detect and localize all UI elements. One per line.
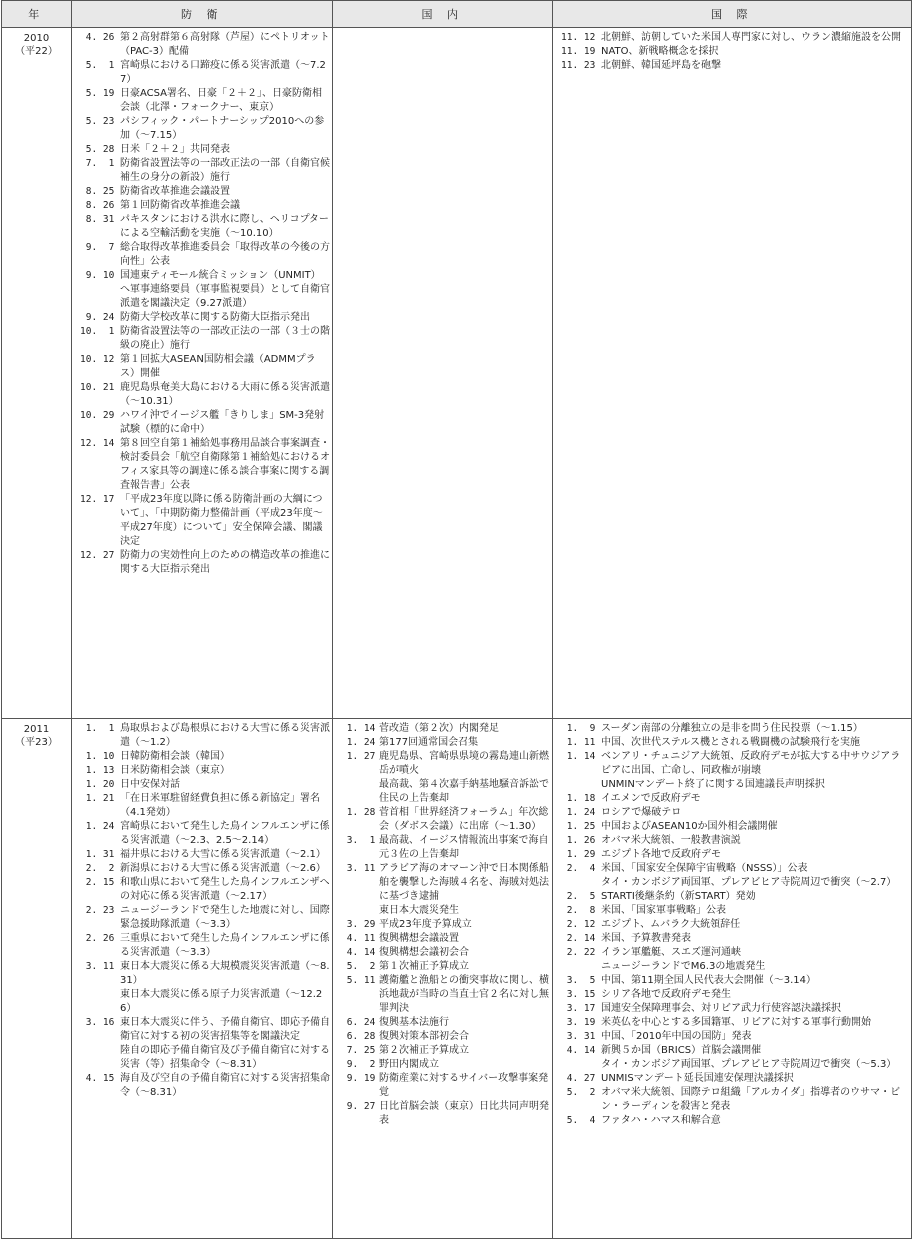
event-entry <box>74 241 330 269</box>
event-date: 2. 22 <box>561 947 596 958</box>
event-text: ベンアリ・チュニジア大統領、反政府デモが拡大する中サウジアラビアに出国、亡命し、同政権が崩壊 <box>601 751 901 776</box>
year-label: 2011 <box>23 724 50 735</box>
event-entry <box>555 1072 909 1086</box>
event-text: 国連安全保障理事会、対リビア武力行使容認決議採択 <box>601 1003 841 1014</box>
event-text: 第２次補正予算成立 <box>379 1045 469 1056</box>
event-text: STARTⅠ後継条約（新START）発効 <box>601 891 756 902</box>
event-date: 9. 24 <box>80 312 115 323</box>
event-entry <box>74 1044 330 1072</box>
event-date: 2. 15 <box>80 877 115 888</box>
event-entry <box>555 1002 909 1016</box>
event-text: パシフィック・パートナーシップ2010への参加（〜7.15） <box>120 116 325 141</box>
event-date: 3. 11 <box>80 961 115 972</box>
event-date: 12. 17 <box>80 494 115 505</box>
event-text: 新潟県における大雪に係る災害派遣（〜2.6） <box>120 863 326 874</box>
event-text: 中国、「2010年中国の国防」発表 <box>601 1031 752 1042</box>
event-entry <box>555 1030 909 1044</box>
event-entry <box>555 722 909 736</box>
domestic-cell <box>333 28 553 719</box>
event-entry <box>74 269 330 311</box>
event-date: 5. 2 <box>561 1087 596 1098</box>
event-text: 総合取得改革推進委員会「取得改革の今後の方向性」公表 <box>120 242 330 267</box>
event-entry <box>74 792 330 820</box>
event-text: 復興構想会議初会合 <box>379 947 469 958</box>
event-date: 1. 27 <box>341 751 376 762</box>
event-entry <box>74 876 330 904</box>
international-cell <box>553 719 912 1239</box>
event-date: 1. 24 <box>561 807 596 818</box>
event-text: 復興構想会議設置 <box>379 933 459 944</box>
event-text: 日中安保対話 <box>120 779 180 790</box>
event-date <box>74 988 120 1016</box>
event-text: 日韓防衛相会談（韓国） <box>120 751 230 762</box>
event-date <box>335 904 379 918</box>
event-date: 5. 4 <box>561 1115 596 1126</box>
event-entry <box>74 960 330 988</box>
event-entry <box>555 890 909 904</box>
event-date: 10. 1 <box>80 326 115 337</box>
event-date: 3. 29 <box>341 919 376 930</box>
event-text: 東日本大震災に係る大規模震災災害派遣（〜8.31） <box>120 961 330 986</box>
event-entry <box>335 1100 550 1128</box>
event-text: オバマ米大統領、一般教書演説 <box>601 835 741 846</box>
event-text: タイ・カンボジア両国軍、プレアビヒア寺院周辺で衝突（〜5.3） <box>601 1059 897 1070</box>
event-text: 三重県において発生した鳥インフルエンザに係る災害派遣（〜3.3） <box>120 933 330 958</box>
event-date <box>74 1044 120 1072</box>
event-date <box>555 876 601 890</box>
event-entry <box>555 876 909 890</box>
event-entry <box>335 778 550 806</box>
event-text: 中国、第11期全国人民代表大会開催（〜3.14） <box>601 975 816 986</box>
event-date: 3. 5 <box>561 975 596 986</box>
event-entry <box>335 1044 550 1058</box>
event-date: 1. 18 <box>561 793 596 804</box>
event-text: 日比首脳会談（東京）日比共同声明発表 <box>379 1101 549 1126</box>
event-entry <box>335 960 550 974</box>
event-entry <box>74 493 330 549</box>
event-entry <box>74 904 330 932</box>
event-date <box>555 1058 601 1072</box>
event-date: 3. 11 <box>341 863 376 874</box>
event-entry <box>555 974 909 988</box>
event-text: 北朝鮮、訪朝していた米国人専門家に対し、ウラン濃縮施設を公開 <box>601 32 901 43</box>
event-date: 3. 19 <box>561 1017 596 1028</box>
event-date: 2. 23 <box>80 905 115 916</box>
event-entry <box>74 778 330 792</box>
event-entry <box>555 792 909 806</box>
header-defense: 防 衛 <box>72 1 333 28</box>
event-date: 10. 12 <box>80 354 115 365</box>
event-date: 2. 26 <box>80 933 115 944</box>
event-text: 国連東ティモール統合ミッション（UNMIT）へ軍事連絡要員（軍事監視要員）として自衛官派遣を閣議決定（9.27派遣） <box>120 270 330 309</box>
event-date: 4. 14 <box>341 947 376 958</box>
event-entry <box>335 750 550 778</box>
header-year: 年 <box>2 1 72 28</box>
event-entry <box>555 1044 909 1058</box>
event-entry <box>74 437 330 493</box>
event-date: 2. 2 <box>80 863 115 874</box>
event-entry <box>74 115 330 143</box>
event-entry <box>555 45 909 59</box>
domestic-cell <box>333 719 553 1239</box>
event-entry <box>74 353 330 381</box>
chronology-table <box>1 0 912 1239</box>
event-date: 5. 28 <box>80 144 115 155</box>
event-entry <box>555 31 909 45</box>
event-date: 2. 12 <box>561 919 596 930</box>
event-text: 防衛省改革推進会議設置 <box>120 186 230 197</box>
event-entry <box>335 974 550 1016</box>
event-entry <box>555 806 909 820</box>
event-text: シリア各地で反政府デモ発生 <box>601 989 731 1000</box>
event-entry <box>74 157 330 185</box>
year-row <box>2 719 912 1239</box>
event-date: 9. 19 <box>341 1073 376 1084</box>
event-date: 6. 28 <box>341 1031 376 1042</box>
year-cell <box>2 719 72 1239</box>
event-text: 第８回空自第１補給処事務用品談合事案調査・検討委員会「航空自衛隊第１補給処におけるオフィス家具等の調達に係る談合事案に関する調査報告書」公表 <box>120 438 330 491</box>
event-entry <box>555 750 909 778</box>
event-date: 1. 28 <box>341 807 376 818</box>
event-entry <box>555 820 909 834</box>
event-text: 第２高射群第６高射隊（芦屋）にペトリオット（PAC-3）配備 <box>120 32 330 57</box>
event-text: ニュージーランドで発生した地震に対し、国際緊急援助隊派遣（〜3.3） <box>120 905 330 930</box>
header-row <box>2 1 912 28</box>
event-text: NATO、新戦略概念を採択 <box>601 46 719 57</box>
event-text: 宮崎県において発生した鳥インフルエンザに係る災害派遣（〜2.3、2.5〜2.14） <box>120 821 330 846</box>
defense-cell <box>72 28 333 719</box>
event-entry <box>74 764 330 778</box>
event-entry <box>335 1016 550 1030</box>
event-date: 7. 25 <box>341 1045 376 1056</box>
event-text: 最高裁、第４次嘉手納基地騒音訴訟で住民の上告棄却 <box>379 779 549 804</box>
event-text: UNMINマンデート終了に関する国連議長声明採択 <box>601 779 825 790</box>
event-entry <box>335 722 550 736</box>
event-date: 1. 25 <box>561 821 596 832</box>
event-entry <box>335 736 550 750</box>
event-date: 1. 31 <box>80 849 115 860</box>
event-entry <box>335 834 550 862</box>
event-entry <box>74 311 330 325</box>
event-text: 防衛産業に対するサイバー攻撃事案発覚 <box>379 1073 549 1098</box>
event-entry <box>555 848 909 862</box>
event-text: 菅首相「世界経済フォーラム」年次総会（ダボス会議）に出席（〜1.30） <box>379 807 549 832</box>
event-date: 4. 11 <box>341 933 376 944</box>
event-entry <box>555 932 909 946</box>
event-entry <box>555 834 909 848</box>
event-entry <box>335 862 550 904</box>
event-text: ハワイ沖でイージス艦「きりしま」SM-3発射試験（標的に命中） <box>120 410 325 435</box>
event-date: 9. 7 <box>80 242 115 253</box>
event-date: 9. 2 <box>341 1059 376 1070</box>
event-entry <box>335 1030 550 1044</box>
header-international: 国 際 <box>553 1 912 28</box>
event-text: 日豪ACSA署名、日豪「２＋２」、日豪防衛相会談（北澤・フォークナー、東京） <box>120 88 323 113</box>
event-entry <box>74 1016 330 1044</box>
event-entry <box>555 1058 909 1072</box>
event-text: ロシアで爆破テロ <box>601 807 682 818</box>
event-entry <box>335 1072 550 1100</box>
event-text: 中国、次世代ステルス機とされる戦闘機の試験飛行を実施 <box>601 737 860 748</box>
event-date: 10. 21 <box>80 382 115 393</box>
event-text: 鹿児島県奄美大島における大雨に係る災害派遣（〜10.31） <box>120 382 330 407</box>
event-text: 米国、「国家軍事戦略」公表 <box>601 905 726 916</box>
event-text: 野田内閣成立 <box>379 1059 439 1070</box>
event-date: 9. 27 <box>341 1101 376 1112</box>
event-date: 7. 1 <box>80 158 115 169</box>
event-entry <box>74 143 330 157</box>
event-date: 1. 14 <box>341 723 376 734</box>
event-date: 1. 14 <box>561 751 596 762</box>
event-entry <box>555 862 909 876</box>
event-date: 1. 11 <box>561 737 596 748</box>
event-date <box>555 778 601 792</box>
event-text: タイ・カンボジア両国軍、プレアビヒア寺院周辺で衝突（〜2.7） <box>601 877 897 888</box>
event-text: 東日本大震災に係る原子力災害派遣（〜12.26） <box>120 989 323 1014</box>
event-entry <box>335 806 550 834</box>
event-entry <box>74 820 330 848</box>
event-entry <box>74 213 330 241</box>
event-date: 2. 5 <box>561 891 596 902</box>
event-entry <box>74 1072 330 1100</box>
event-date: 12. 14 <box>80 438 115 449</box>
event-text: 中国およびASEAN10か国外相会議開催 <box>601 821 778 832</box>
event-entry <box>335 1058 550 1072</box>
event-date: 5. 2 <box>341 961 376 972</box>
event-text: 復興対策本部初会合 <box>379 1031 469 1042</box>
event-date: 8. 25 <box>80 186 115 197</box>
event-date: 3. 15 <box>561 989 596 1000</box>
event-text: エジプト、ムバラク大統領辞任 <box>601 919 741 930</box>
event-entry <box>74 185 330 199</box>
event-text: 防衛大学校改革に関する防衛大臣指示発出 <box>120 312 310 323</box>
event-entry <box>335 946 550 960</box>
event-text: 東日本大震災に伴う、予備自衛官、即応予備自衛官に対する初の災害招集等を閣議決定 <box>120 1017 330 1042</box>
event-entry <box>74 409 330 437</box>
event-entry <box>555 1114 909 1128</box>
event-date: 3. 1 <box>341 835 376 846</box>
event-text: 第１次補正予算成立 <box>379 961 469 972</box>
event-entry <box>555 960 909 974</box>
event-date: 1. 1 <box>80 723 115 734</box>
event-date: 1. 29 <box>561 849 596 860</box>
event-date: 3. 31 <box>561 1031 596 1042</box>
event-text: ニュージーランドでM6.3の地震発生 <box>601 961 766 972</box>
event-text: 日米防衛相会談（東京） <box>120 765 230 776</box>
event-text: 鹿児島県、宮崎県県境の霧島連山新燃岳が噴火 <box>379 751 549 776</box>
event-entry <box>335 932 550 946</box>
era-label: （平23） <box>15 737 58 748</box>
event-entry <box>74 381 330 409</box>
international-cell <box>553 28 912 719</box>
event-text: 防衛力の実効性向上のための構造改革の推進に関する大臣指示発出 <box>120 550 330 575</box>
year-label: 2010 <box>23 33 50 44</box>
event-entry <box>335 904 550 918</box>
event-date: 1. 20 <box>80 779 115 790</box>
event-date: 1. 24 <box>341 737 376 748</box>
event-text: 北朝鮮、韓国延坪島を砲撃 <box>601 60 721 71</box>
event-entry <box>555 988 909 1002</box>
event-date: 8. 31 <box>80 214 115 225</box>
event-entry <box>74 750 330 764</box>
year-cell <box>2 28 72 719</box>
event-entry <box>74 848 330 862</box>
event-date: 11. 19 <box>561 46 596 57</box>
event-date: 11. 23 <box>561 60 596 71</box>
event-text: 第１回拡大ASEAN国防相会議（ADMMプラス）開催 <box>120 354 316 379</box>
event-date <box>555 960 601 974</box>
event-text: アラビア海のオマーン沖で日本関係船舶を襲撃した海賊４名を、海賊対処法に基づき逮捕 <box>379 863 549 902</box>
event-date: 6. 24 <box>341 1017 376 1028</box>
defense-cell <box>72 719 333 1239</box>
event-date: 1. 21 <box>80 793 115 804</box>
event-text: 平成23年度予算成立 <box>379 919 472 930</box>
event-text: 米国、予算教書発表 <box>601 933 691 944</box>
event-text: 陸自の即応予備自衛官及び予備自衛官に対する災害（等）招集命令（〜8.31） <box>120 1045 330 1070</box>
event-date: 2. 14 <box>561 933 596 944</box>
event-date: 1. 10 <box>80 751 115 762</box>
event-entry <box>74 932 330 960</box>
event-date <box>335 778 379 806</box>
event-date: 4. 26 <box>80 32 115 43</box>
event-date: 5. 1 <box>80 60 115 71</box>
event-text: 「平成23年度以降に係る防衛計画の大綱について」、「中期防衛力整備計画（平成23年度〜平成27年度）について」安全保障会議、閣議決定 <box>120 494 323 547</box>
event-text: エジプト各地で反政府デモ <box>601 849 721 860</box>
event-entry <box>555 59 909 73</box>
event-text: 日米「２＋２」共同発表 <box>120 144 230 155</box>
event-entry <box>555 736 909 750</box>
event-date: 5. 19 <box>80 88 115 99</box>
event-date: 4. 27 <box>561 1073 596 1084</box>
event-text: 米国、「国家安全保障宇宙戦略（NSSS）」公表 <box>601 863 808 874</box>
event-text: 「在日米軍駐留経費負担に係る新協定」署名（4.1発効） <box>120 793 320 818</box>
era-label: （平22） <box>15 46 58 57</box>
event-entry <box>555 778 909 792</box>
event-date: 1. 26 <box>561 835 596 846</box>
event-entry <box>74 862 330 876</box>
event-date: 4. 15 <box>80 1073 115 1084</box>
event-text: イラン軍艦艇、スエズ運河通峡 <box>601 947 741 958</box>
event-entry <box>74 722 330 750</box>
event-text: ファタハ・ハマス和解合意 <box>601 1115 721 1126</box>
event-text: 防衛省設置法等の一部改正法の一部（自衛官候補生の身分の新設）施行 <box>120 158 330 183</box>
event-text: 和歌山県において発生した鳥インフルエンザへの対応に係る災害派遣（〜2.17） <box>120 877 330 902</box>
event-text: 最高裁、イージス情報流出事案で海自元３佐の上告棄却 <box>379 835 549 860</box>
event-date: 1. 13 <box>80 765 115 776</box>
event-entry <box>555 1016 909 1030</box>
event-entry <box>74 325 330 353</box>
event-text: 護衛艦と漁船との衝突事故に関し、横浜地裁が当時の当直士官２名に対し無罪判決 <box>379 975 549 1014</box>
event-date: 12. 27 <box>80 550 115 561</box>
event-text: 東日本大震災発生 <box>379 905 459 916</box>
event-entry <box>555 946 909 960</box>
event-text: 復興基本法施行 <box>379 1017 449 1028</box>
event-text: スーダン南部の分離独立の是非を問う住民投票（〜1.15） <box>601 723 863 734</box>
event-text: パキスタンにおける洪水に際し、ヘリコプターによる空輸活動を実施（〜10.10） <box>120 214 329 239</box>
event-date: 3. 17 <box>561 1003 596 1014</box>
event-entry <box>74 87 330 115</box>
event-date: 1. 9 <box>561 723 596 734</box>
event-entry <box>555 918 909 932</box>
event-entry <box>555 1086 909 1114</box>
event-date: 1. 24 <box>80 821 115 832</box>
event-text: 第１回防衛省改革推進会議 <box>120 200 240 211</box>
event-date: 5. 11 <box>341 975 376 986</box>
event-date: 4. 14 <box>561 1045 596 1056</box>
event-text: UNMISマンデート延長国連安保理決議採択 <box>601 1073 794 1084</box>
event-date: 10. 29 <box>80 410 115 421</box>
event-text: 新興５か国（BRICS）首脳会議開催 <box>601 1045 762 1056</box>
event-text: オバマ米大統領、国際テロ組織「アルカイダ」指導者のウサマ・ビン・ラーディンを殺害と発表 <box>601 1087 901 1112</box>
event-text: 海自及び空自の予備自衛官に対する災害招集命令（〜8.31） <box>120 1073 330 1098</box>
event-text: 第177回通常国会召集 <box>379 737 479 748</box>
event-text: 米英仏を中心とする多国籍軍、リビアに対する軍事行動開始 <box>601 1017 871 1028</box>
event-text: 菅改造（第２次）内閣発足 <box>379 723 499 734</box>
event-entry <box>74 199 330 213</box>
event-entry <box>555 904 909 918</box>
event-entry <box>74 31 330 59</box>
event-text: 宮崎県における口蹄疫に係る災害派遣（〜7.27） <box>120 60 326 85</box>
event-text: 鳥取県および島根県における大雪に係る災害派遣（〜1.2） <box>120 723 330 748</box>
year-row <box>2 28 912 719</box>
event-entry <box>74 549 330 577</box>
event-text: イエメンで反政府デモ <box>601 793 701 804</box>
event-date: 2. 4 <box>561 863 596 874</box>
event-date: 9. 10 <box>80 270 115 281</box>
event-date: 8. 26 <box>80 200 115 211</box>
event-entry <box>74 59 330 87</box>
event-date: 5. 23 <box>80 116 115 127</box>
event-entry <box>335 918 550 932</box>
event-text: 福井県における大雪に係る災害派遣（〜2.1） <box>120 849 326 860</box>
event-entry <box>74 988 330 1016</box>
event-date: 2. 8 <box>561 905 596 916</box>
header-domestic: 国 内 <box>333 1 553 28</box>
event-text: 防衛省設置法等の一部改正法の一部（３士の階級の廃止）施行 <box>120 326 330 351</box>
event-date: 11. 12 <box>561 32 596 43</box>
event-date: 3. 16 <box>80 1017 115 1028</box>
